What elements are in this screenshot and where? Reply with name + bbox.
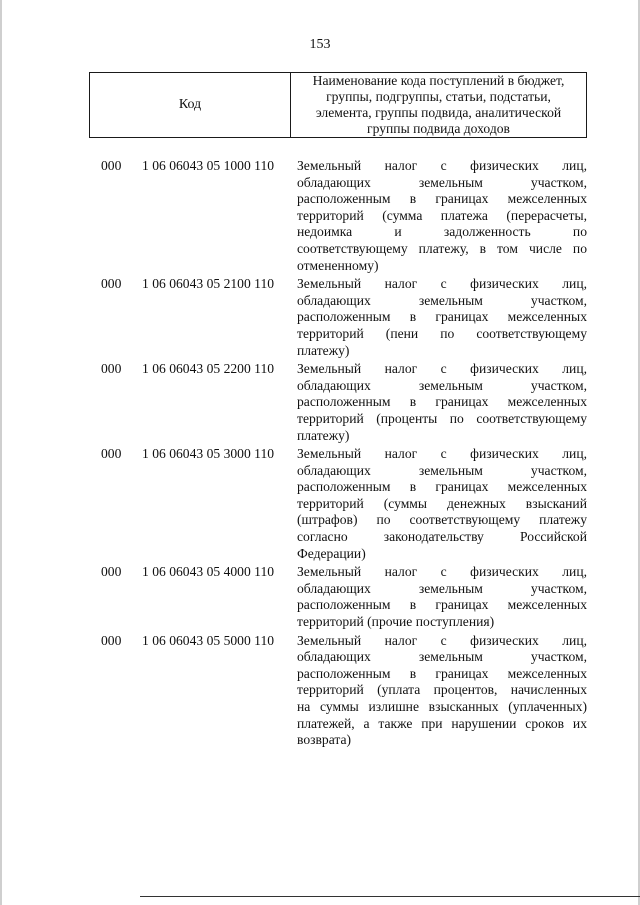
row-description-line: платежу) bbox=[297, 427, 350, 443]
row-admin-code: 000 bbox=[101, 632, 122, 648]
table-row bbox=[0, 446, 640, 562]
row-revenue-code: 1 06 06043 05 4000 110 bbox=[142, 564, 275, 580]
row-description-line: обладающих земельным участком, bbox=[297, 377, 587, 393]
row-description-line: платежей, а также при нарушении сроков их bbox=[297, 715, 587, 731]
header-name-line: группы подвида доходов bbox=[367, 121, 510, 136]
row-description-line: платежу) bbox=[297, 342, 350, 358]
row-description-line: расположенным в границах межселенных bbox=[297, 191, 587, 207]
row-description-line: территорий (проценты по соответствующему bbox=[297, 410, 587, 426]
header-name-column bbox=[291, 73, 586, 137]
row-description-line: Земельный налог с физических лиц, bbox=[297, 276, 587, 292]
row-description-line: расположенным в границах межселенных bbox=[297, 479, 587, 495]
header-name-line: Наименование кода поступлений в бюджет, bbox=[312, 73, 565, 88]
row-description-line: отмененному) bbox=[297, 257, 379, 273]
row-description-line: (штрафов) по соответствующему платежу bbox=[297, 512, 587, 528]
table-row bbox=[0, 158, 640, 274]
row-description-line: территорий (уплата процентов, начисленных bbox=[297, 682, 587, 698]
row-admin-code: 000 bbox=[101, 276, 122, 292]
table-row bbox=[0, 361, 640, 444]
row-description-line: обладающих земельным участком, bbox=[297, 462, 587, 478]
row-description-line: территорий (суммы денежных взысканий bbox=[297, 495, 587, 511]
table-header bbox=[89, 72, 587, 138]
page-number: 153 bbox=[309, 37, 331, 52]
row-description-line: недоимка и задолженность по bbox=[297, 224, 587, 240]
row-revenue-code: 1 06 06043 05 2100 110 bbox=[142, 276, 275, 292]
row-admin-code: 000 bbox=[101, 158, 122, 173]
row-description-line: расположенным в границах межселенных bbox=[297, 394, 587, 410]
header-code-column: Код bbox=[90, 73, 291, 137]
row-admin-code: 000 bbox=[101, 361, 122, 377]
table-row bbox=[0, 564, 640, 630]
header-name-line: группы, подгруппы, статьи, подстатьи, bbox=[326, 89, 551, 104]
row-revenue-code: 1 06 06043 05 3000 110 bbox=[142, 446, 275, 462]
row-description-line: расположенным в границах межселенных bbox=[297, 309, 587, 325]
row-revenue-code: 1 06 06043 05 5000 110 bbox=[142, 632, 275, 648]
row-revenue-code: 1 06 06043 05 1000 110 bbox=[142, 158, 275, 173]
row-description-line: согласно законодательству Российской bbox=[297, 529, 587, 545]
row-description bbox=[297, 276, 587, 359]
row-description bbox=[297, 158, 587, 274]
row-description-line: обладающих земельным участком, bbox=[297, 649, 587, 665]
row-description-line: Земельный налог с физических лиц, bbox=[297, 564, 587, 580]
row-description-line: соответствующему платежу, в том числе по bbox=[297, 240, 587, 256]
row-description-line: расположенным в границах межселенных bbox=[297, 665, 587, 681]
row-description-line: обладающих земельным участком, bbox=[297, 292, 587, 308]
row-description-line: Земельный налог с физических лиц, bbox=[297, 158, 587, 173]
row-description-line: возврата) bbox=[297, 732, 352, 748]
row-description-line: на суммы излишне взысканных (уплаченных) bbox=[297, 699, 587, 714]
row-description bbox=[297, 633, 587, 749]
row-description bbox=[297, 446, 587, 562]
table-body bbox=[0, 158, 640, 749]
row-description-line: обладающих земельным участком, bbox=[297, 580, 587, 596]
row-description-line: Земельный налог с физических лиц, bbox=[297, 632, 587, 648]
row-description-line: территорий (прочие поступления) bbox=[297, 614, 495, 630]
row-admin-code: 000 bbox=[101, 564, 122, 580]
table-row bbox=[0, 276, 640, 359]
row-description-line: Федерации) bbox=[297, 545, 366, 561]
row-revenue-code: 1 06 06043 05 2200 110 bbox=[142, 361, 275, 377]
row-description bbox=[297, 361, 587, 444]
row-admin-code: 000 bbox=[101, 446, 122, 462]
header-name-line: элемента, группы подвида, аналитической bbox=[315, 105, 562, 120]
row-description-line: расположенным в границах межселенных bbox=[297, 597, 587, 613]
table-row bbox=[0, 633, 640, 749]
row-description-line: обладающих земельным участком, bbox=[297, 174, 587, 190]
row-description-line: территорий (пени по соответствующему bbox=[297, 325, 587, 341]
row-description bbox=[297, 564, 587, 630]
row-description-line: Земельный налог с физических лиц, bbox=[297, 361, 587, 377]
scan-edge-bottom bbox=[140, 896, 640, 897]
row-description-line: Земельный налог с физических лиц, bbox=[297, 446, 587, 462]
row-description-line: территорий (сумма платежа (перерасчеты, bbox=[297, 207, 587, 223]
